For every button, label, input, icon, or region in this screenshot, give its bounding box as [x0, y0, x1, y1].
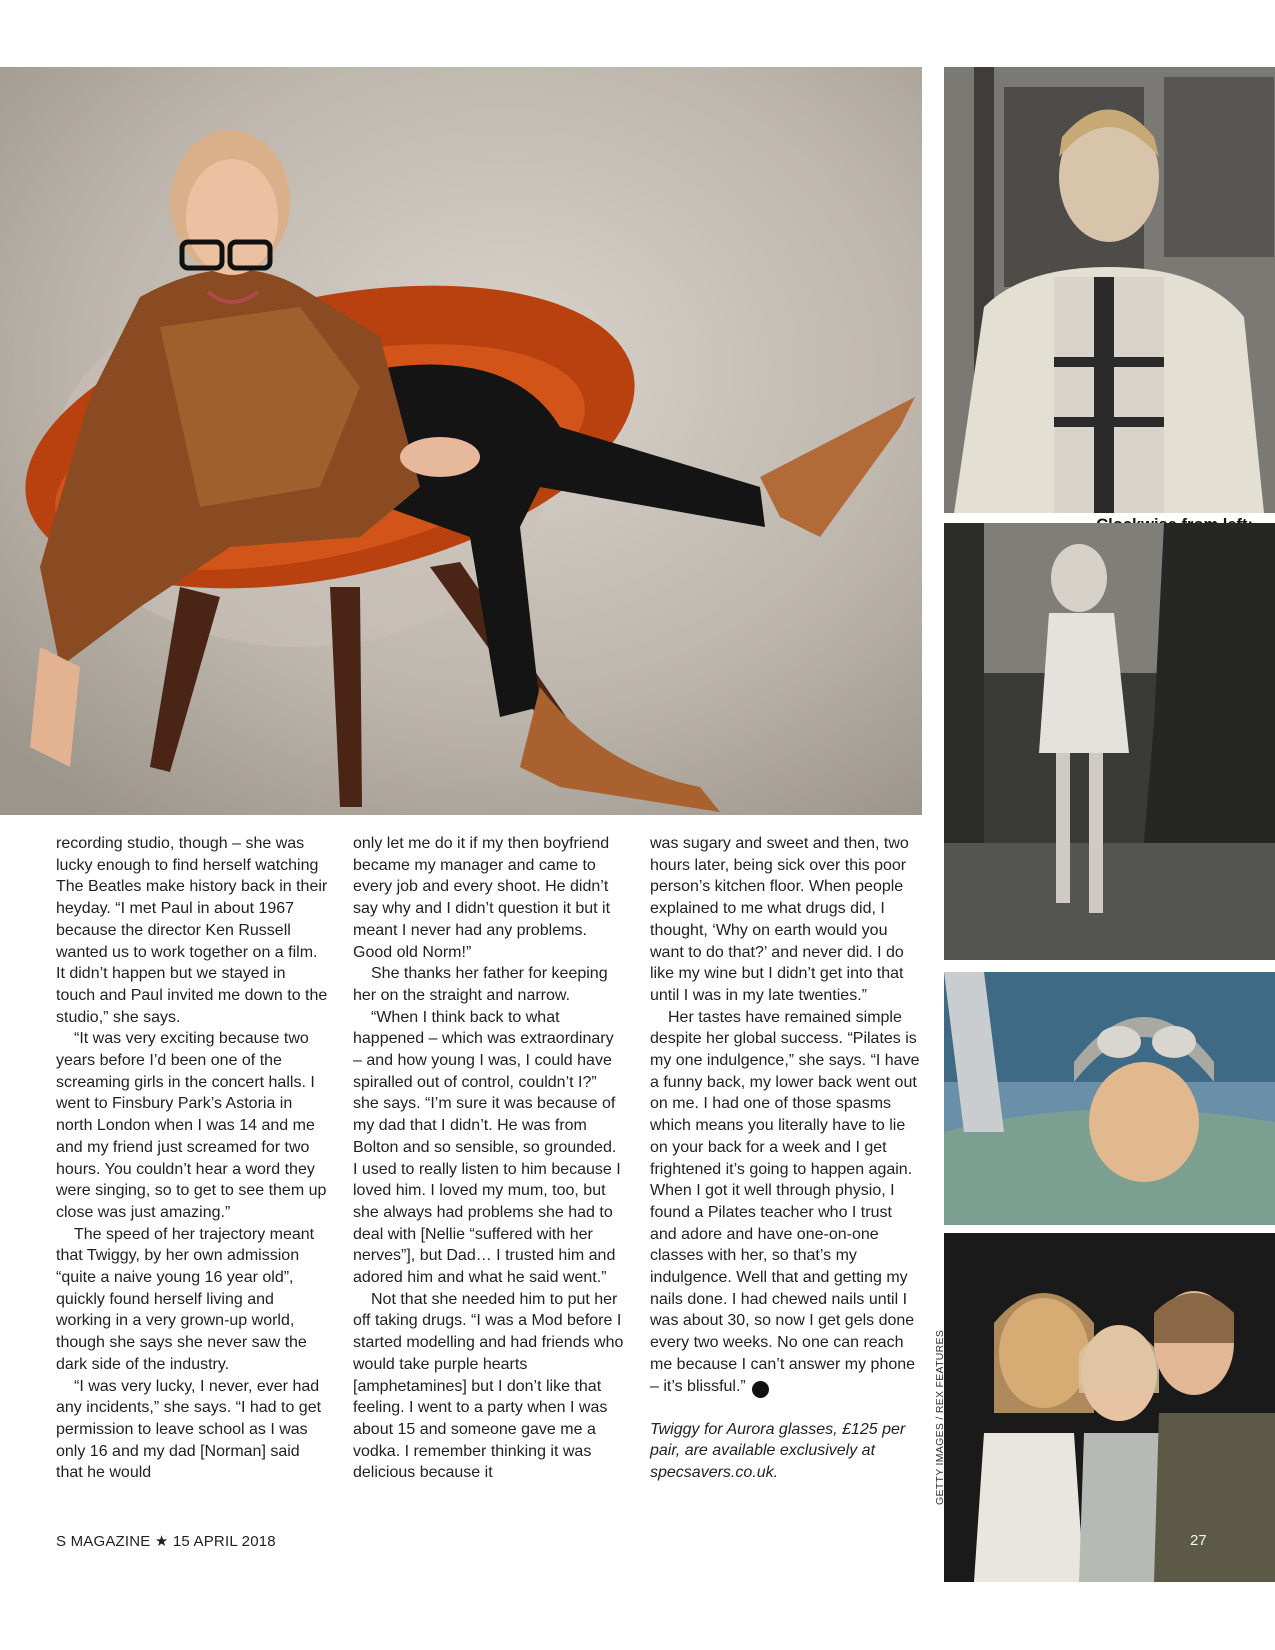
page-number: 27 — [1190, 1532, 1207, 1549]
photo-pose-1966 — [944, 523, 1275, 960]
article-paragraph: The speed of her trajectory meant that Twiggy, by her own admission “quite a naive young 16 year old”, quickly found herself living and working in a very grown-up world, though she says she never saw the dark side of the industry. — [56, 1225, 315, 1373]
article-paragraph: only let me do it if my then boyfriend became my manager and came to every job and every shoot. He didn’t say why and I didn’t question it but it meant I never had any problems. Good old Norm!” — [353, 835, 611, 961]
footer-publication-date: S MAGAZINE ★ 15 APRIL 2018 — [56, 1533, 276, 1550]
article-paragraph: “I was very lucky, I never, ever had any incidents,” she says. “I had to get permission to leave school as I was only 16 and my dad [Norman] said that he would — [56, 1377, 322, 1482]
product-credit: Twiggy for Aurora glasses, £125 per pair, are available exclusively at specsavers.co.uk. — [650, 1420, 906, 1481]
article-paragraph-final — [650, 1007, 922, 1398]
article-column-2 — [353, 833, 625, 1484]
article-column-3 — [650, 833, 922, 1484]
article-column-1 — [56, 833, 328, 1484]
article-paragraph: “It was very exciting because two years before I’d been one of the screaming girls in the concert halls. I went to Finsbury Park’s Astoria in north London when I was 14 and me and my friend just screamed for two hours. You couldn’t hear a word they were singing, so to get to see them up close was just amazing.” — [56, 1030, 327, 1221]
s-magazine-end-mark-icon: S — [752, 1381, 769, 1398]
article-paragraph: Not that she needed him to put her off taking drugs. “I was a Mod before I started modelling and had friends who would take purple hearts [amphetamines] but I don’t like that feeling. I went to a party when I was about 15 and someone gave me a vodka. I remember thinking it was delicious because it — [353, 1290, 624, 1482]
article-paragraph: “When I think back to what happened – which was extraordinary – and how young I was, I could have spiralled out of control, couldn’t I?” she says. “I’m sure it was because of my dad that I didn’t. He was from Bolton and so sensible, so grounded. I used to really listen to him because I loved him. I loved my mum, too, but she always had problems she had to deal with [Nellie “suffered with her nerves”], but Dad… I trusted him and adored him and what he said went.” — [353, 1008, 621, 1287]
photo-with-carly-and-ace — [944, 1233, 1275, 1582]
article-paragraph: She thanks her father for keeping her on the straight and narrow. — [353, 965, 608, 1004]
article-paragraph: was sugary and sweet and then, two hours later, being sick over this poor person’s kitchen floor. When people explained to me what drugs did, I thought, ‘Why on earth would you want to do that?’ and never did. I do like my wine but I didn’t get into that until I was in my late twenties.” — [650, 835, 909, 1004]
photo-modelling-1967 — [944, 67, 1275, 513]
article-text: Her tastes have remained simple despite her global success. “Pilates is my one indulgence,” she says. “I have a funny back, my lower back went out on me. I had one of those spasms which means you literally have to lie on your back for a week and I get frightened it’s going to happen again. When I got it well through physio, I found a Pilates teacher who I trust and adore and have one-on-one classes with her, so that’s my indulgence. Well that and getting my nails done. I had chewed nails until I was about 30, so now I get gels done every two weeks. No one can reach me because I can’t answer my phone – it’s blissful.” — [650, 1008, 920, 1395]
main-photo — [0, 67, 922, 815]
photo-credit-text: GETTY IMAGES / REX FEATURES — [934, 1329, 946, 1505]
photo-boy-friend-film — [944, 972, 1275, 1225]
article-paragraph: recording studio, though – she was lucky enough to find herself watching The Beatles make history back in their heyday. “I met Paul in about 1967 because the director Ken Russell wanted us to work together on a film. It didn’t happen but we stayed in touch and Paul invited me down to the studio,” she says. — [56, 835, 328, 1026]
